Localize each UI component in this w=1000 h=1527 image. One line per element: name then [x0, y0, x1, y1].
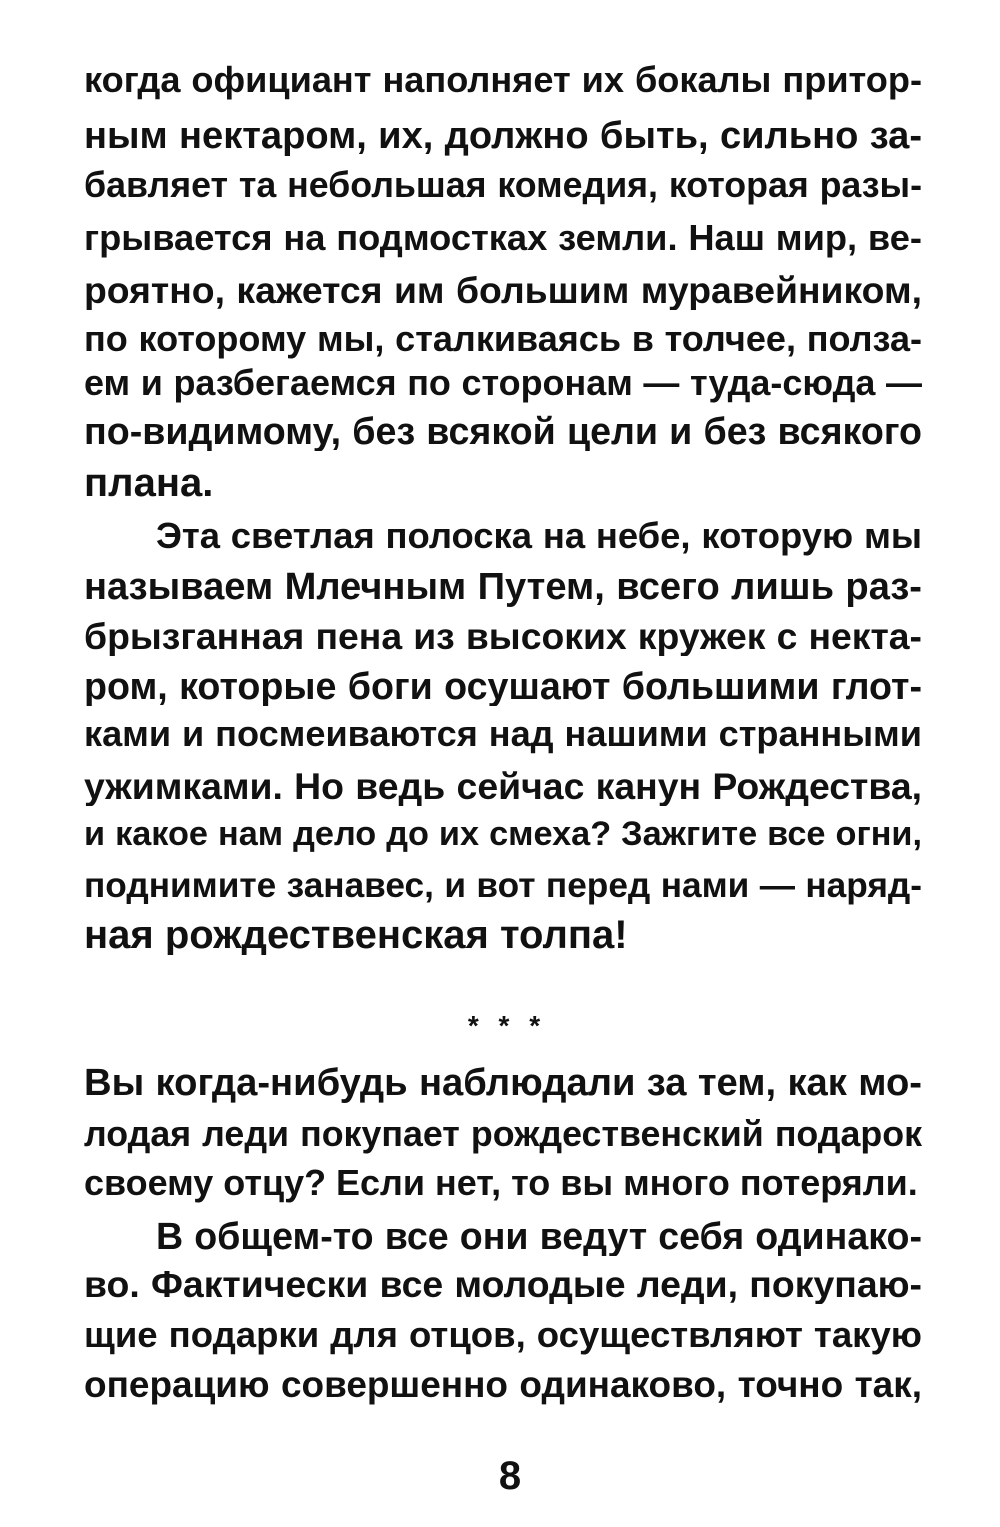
- text-line: во. Фактически все молодые леди, покупаю-: [84, 1264, 922, 1304]
- text-line: Эта светлая полоска на небе, которую мы: [156, 516, 922, 556]
- text-line: лодая леди покупает рождественский подарок: [84, 1114, 922, 1154]
- text-line: брызганная пена из высоких кружек с некта-: [84, 616, 922, 656]
- text-line: Вы когда-нибудь наблюдали за тем, как мо-: [84, 1063, 922, 1103]
- text-line: щие подарки для отцов, осуществляют такую: [84, 1315, 922, 1355]
- page-number: 8: [498, 1454, 522, 1498]
- text-line: ками и посмеиваются над нашими странными: [84, 714, 922, 754]
- text-line: бавляет та небольшая комедия, которая разы-: [84, 165, 922, 205]
- text-line: ная рождественская толпа!: [84, 915, 628, 955]
- text-line: операцию совершенно одинаково, точно так,: [84, 1365, 922, 1405]
- text-line: грывается на подмостках земли. Наш мир, ве-: [84, 218, 922, 258]
- section-separator: * * *: [467, 1010, 547, 1041]
- text-line: по которому мы, сталкиваясь в толчее, полза-: [84, 319, 922, 359]
- text-line: называем Млечным Путем, всего лишь раз-: [84, 567, 922, 607]
- text-line: плана.: [84, 463, 214, 503]
- text-line: ром, которые боги осушают большими глот-: [84, 666, 922, 706]
- text-line: и какое нам дело до их смеха? Зажгите все огни,: [84, 815, 922, 853]
- text-line: когда официант наполняет их бокалы притор-: [84, 60, 922, 100]
- text-line: ным нектаром, их, должно быть, сильно за-: [84, 116, 922, 156]
- text-line: ем и разбегаемся по сторонам — туда-сюда —: [84, 363, 922, 403]
- text-line: роятно, кажется им большим муравейником,: [84, 270, 922, 310]
- text-line: ужимками. Но ведь сейчас канун Рождества,: [84, 766, 922, 806]
- text-line: В общем-то все они ведут себя одинако-: [156, 1216, 922, 1256]
- text-line: своему отцу? Если нет, то вы много потеряли.: [84, 1163, 918, 1203]
- text-line: поднимите занавес, и вот перед нами — наряд-: [84, 866, 922, 905]
- text-line: по-видимому, без всякой цели и без всякого: [84, 411, 922, 451]
